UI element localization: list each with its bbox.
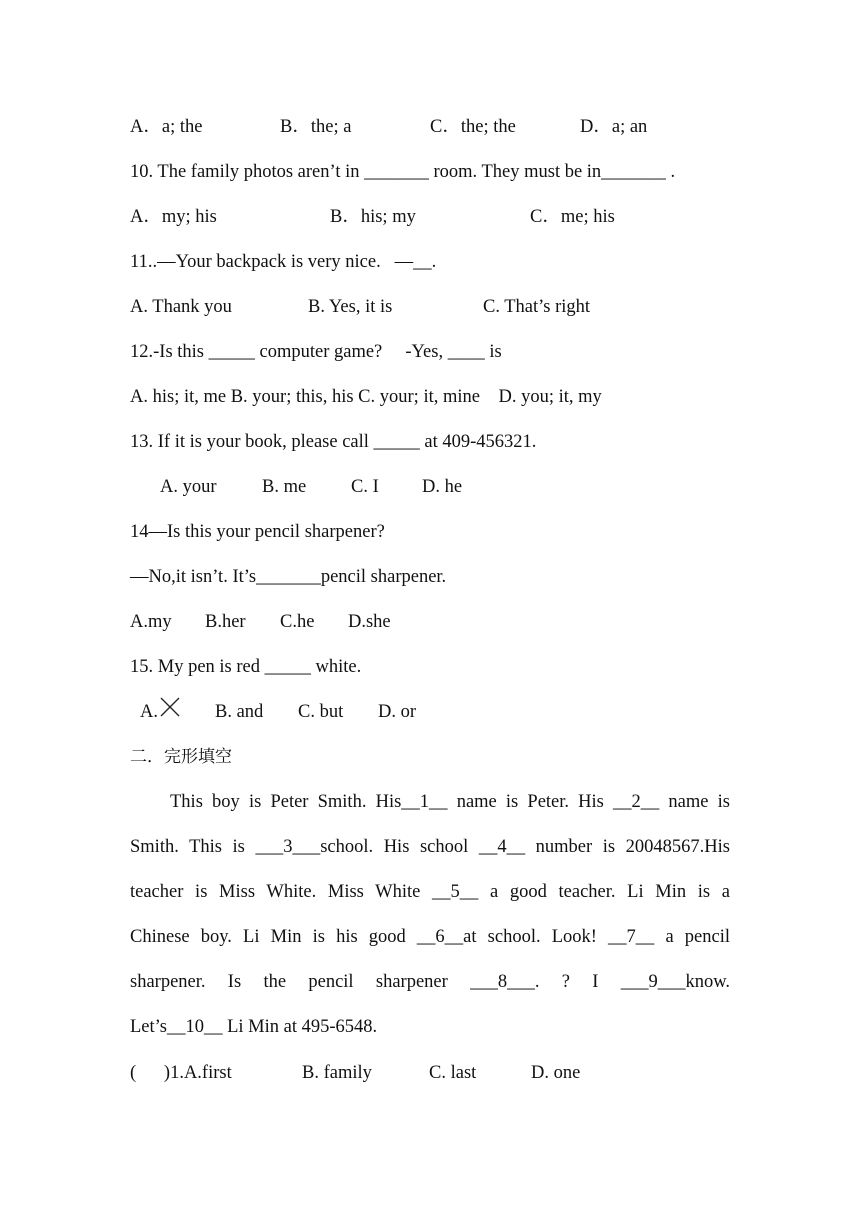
- q13-option-c: C. I: [351, 477, 379, 497]
- q9-option-a: A．a; the: [130, 117, 203, 137]
- q15-option-d: D. or: [378, 702, 417, 722]
- q15-option-b: B. and: [215, 702, 264, 722]
- q10-options: [130, 202, 730, 232]
- q11-option-b: B. Yes, it is: [308, 297, 393, 317]
- q15-options: [130, 697, 730, 727]
- q15-option-c: C. but: [298, 702, 344, 722]
- q13-stem: 13. If it is your book, please call _____ at 409-456321.: [130, 432, 537, 452]
- q13-option-b: B. me: [262, 477, 307, 497]
- q14-option-d: D.she: [348, 612, 391, 632]
- q11-option-a: A. Thank you: [130, 297, 232, 317]
- passage-line: teacher is Miss White. Miss White __5__ a good teacher. Li Min is a: [130, 882, 730, 902]
- q14-stem: 14—Is this your pencil sharpener?: [130, 522, 385, 542]
- passage-line: sharpener. Is the pencil sharpener ___8___. ? I ___9___know.: [130, 972, 730, 992]
- cloze-passage: [130, 780, 730, 1050]
- cloze-item-1-option-a: ( )1.A.first: [130, 1063, 232, 1083]
- passage-line: This boy is Peter Smith. His__1__ name is Peter. His __2__ name is: [170, 792, 730, 812]
- q9-option-c: C．the; the: [430, 117, 516, 137]
- passage-line: Let’s__10__ Li Min at 495-6548.: [130, 1017, 378, 1037]
- cloze-item-1: [130, 1058, 730, 1088]
- q13-option-d: D. he: [422, 477, 463, 497]
- q11-options: [130, 292, 730, 322]
- q9-options: [130, 112, 730, 142]
- passage-line: Smith. This is ___3___school. His school __4__ number is 20048567.His: [130, 837, 730, 857]
- q10-option-c: C．me; his: [530, 207, 615, 227]
- q15-option-a-label: A.: [140, 702, 158, 722]
- q14-answer: —No,it isn’t. It’s_______pencil sharpener.: [130, 567, 447, 587]
- cross-icon: [160, 697, 180, 717]
- cloze-item-1-option-b: B. family: [302, 1063, 372, 1083]
- q11-stem: 11..—Your backpack is very nice. —__.: [130, 252, 437, 272]
- q15-stem: 15. My pen is red _____ white.: [130, 657, 362, 677]
- q10-stem: 10. The family photos aren’t in _______ room. They must be in_______ .: [130, 162, 676, 182]
- q9-option-b: B．the; a: [280, 117, 352, 137]
- q12-options: A. his; it, me B. your; this, his C. your; it, mine D. you; it, my: [130, 387, 602, 407]
- q14-option-a: A.my: [130, 612, 172, 632]
- q15-option-a: [140, 697, 180, 727]
- cloze-item-1-option-d: D. one: [531, 1063, 581, 1083]
- q14-option-b: B.her: [205, 612, 246, 632]
- q10-option-a: A．my; his: [130, 207, 217, 227]
- q11-option-c: C. That’s right: [483, 297, 591, 317]
- cloze-item-1-option-c: C. last: [429, 1063, 477, 1083]
- q13-option-a: A. your: [160, 477, 217, 497]
- q14-options: [130, 607, 730, 637]
- q10-option-b: B．his; my: [330, 207, 416, 227]
- q14-option-c: C.he: [280, 612, 315, 632]
- q13-options: [130, 472, 730, 502]
- q9-option-d: D．a; an: [580, 117, 648, 137]
- q12-stem: 12.-Is this _____ computer game? -Yes, ____ is: [130, 342, 502, 362]
- section-heading: 二．完形填空: [130, 747, 232, 767]
- passage-line: Chinese boy. Li Min is his good __6__at school. Look! __7__ a pencil: [130, 927, 730, 947]
